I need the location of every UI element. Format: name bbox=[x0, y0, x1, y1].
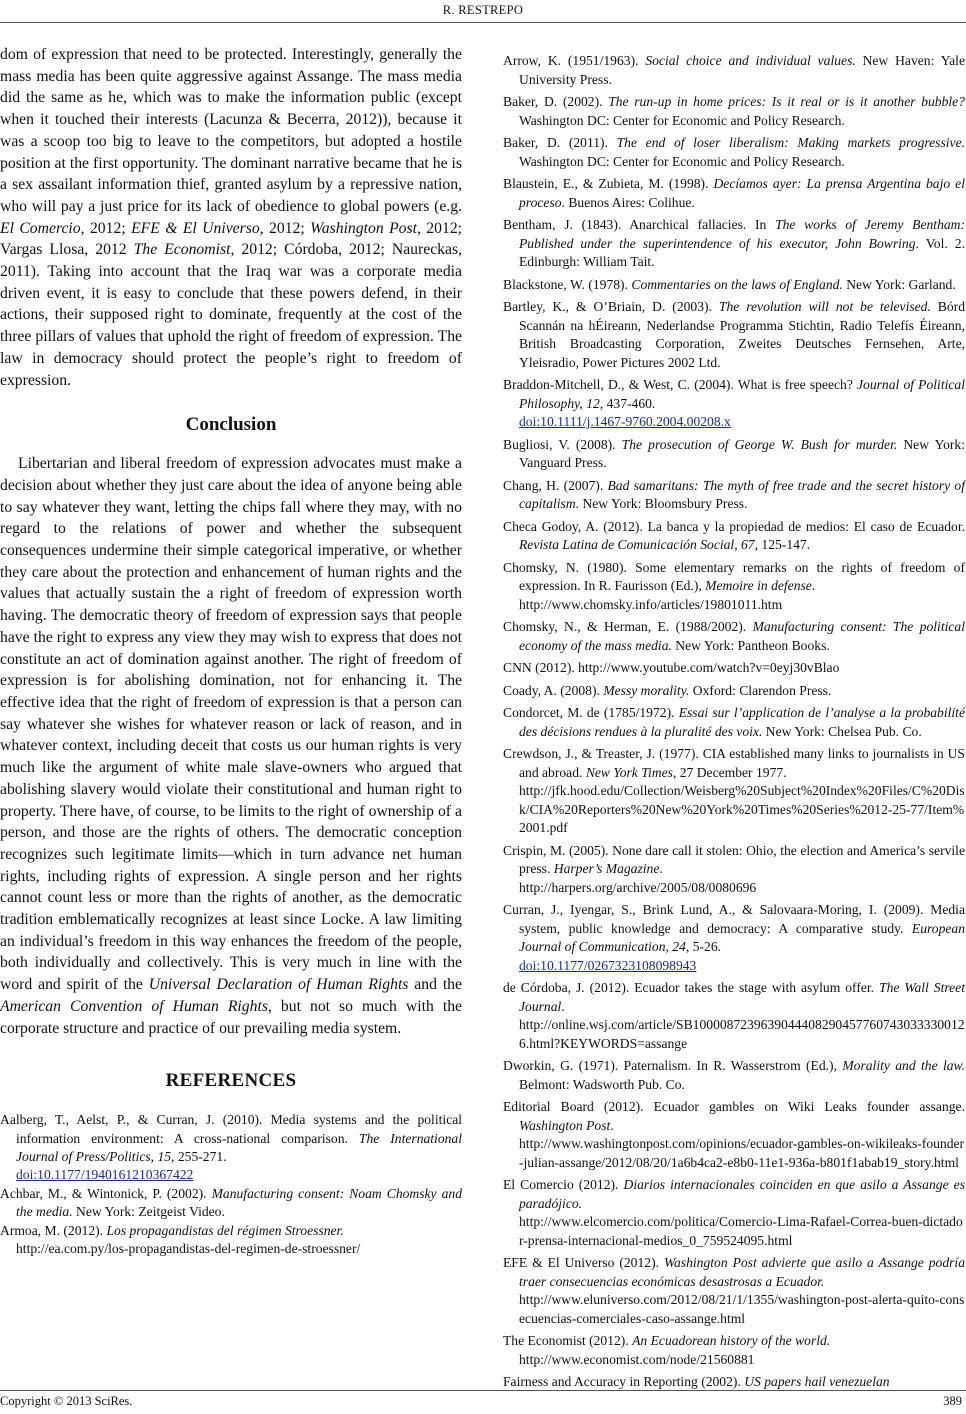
text-run: , 2012; Vargas Llosa, 2012 bbox=[0, 219, 463, 259]
reference-title: Washington Post bbox=[519, 1117, 611, 1133]
reference-text: Oxford: Clarendon Press. bbox=[689, 682, 832, 698]
reference-text: El Comercio (2012). bbox=[503, 1177, 624, 1192]
reference-text: , 27 December 1977. bbox=[672, 764, 787, 780]
reference-url[interactable]: http://www.eluniverso.com/2012/08/21/1/1355/washington-post-alerta-quito-consecuencias-comerciales-caso-assange.html bbox=[519, 1292, 965, 1326]
title-italic: Universal Declaration of Human Rights bbox=[148, 976, 409, 994]
doi-link[interactable]: doi:10.1177/1940161210367422 bbox=[16, 1167, 194, 1183]
reference-text: . Vol. 2. Edinburgh: William Tait. bbox=[519, 235, 965, 269]
reference-title: Manufacturing consent: The political economy of the mass media. bbox=[519, 619, 965, 653]
reference-text: Fairness and Accuracy in Reporting (2002). bbox=[503, 1374, 745, 1389]
reference-text: New York: Vanguard Press. bbox=[519, 436, 965, 470]
reference-title: European Journal of Communication, 24, bbox=[519, 920, 965, 954]
text-run: , 2012; bbox=[80, 219, 132, 237]
reference-text: Crispin, M. (2005). None dare call it stolen: Ohio, the election and America’s servile press. bbox=[503, 842, 965, 876]
reference-text: Blaustein, E., & Zubieta, M. (1998). bbox=[503, 176, 714, 191]
reference-text: Chomsky, N., & Herman, E. (1988/2002). bbox=[503, 619, 753, 634]
reference-text: CNN (2012). http://www.youtube.com/watch?v=0eyj30vBlao bbox=[503, 660, 840, 675]
reference-text: de Córdoba, J. (2012). Ecuador takes the stage with asylum offer. bbox=[503, 980, 880, 995]
reference-list-right bbox=[503, 52, 965, 1396]
header-rule bbox=[0, 22, 966, 23]
reference-entry bbox=[503, 93, 965, 130]
reference-text: Chomsky, N. (1980). Some elementary remarks on the rights of freedom of expression. In R. Faurisson (Ed.), bbox=[503, 559, 965, 593]
reference-text: New York: Pantheon Books. bbox=[671, 637, 830, 653]
reference-url[interactable]: http://www.economist.com/node/21560881 bbox=[519, 1351, 755, 1367]
reference-title: The run-up in home prices: Is it real or is it another bubble? bbox=[608, 94, 965, 109]
reference-title: Los propagandistas del régimen Stroessner. bbox=[106, 1222, 344, 1238]
left-column bbox=[0, 44, 462, 1258]
reference-entry bbox=[503, 1176, 965, 1250]
reference-title: Bad samaritans: The myth of free trade and the secret history of capitalism bbox=[519, 477, 965, 511]
reference-text: Bugliosi, V. (2008). bbox=[503, 436, 622, 452]
reference-text: Crewdson, J., & Treaster, J. (1977). CIA established many links to journalists in US and abroad. bbox=[503, 746, 965, 780]
reference-text: Chang, H. (2007). bbox=[503, 477, 608, 493]
reference-entry bbox=[503, 518, 965, 555]
reference-title: Decíamos ayer: La prensa Argentina bajo el proceso bbox=[519, 176, 965, 210]
reference-text: Bórd Scannán na hÉireann, Nederlandse Programma Stichtin, Radio Telefís Éireann, British Broadcasting Corporation, Zweites Deutsches Fernsehen, Arte, Yleisradio, Power Pictures 2002 Ltd. bbox=[519, 299, 965, 370]
reference-text: 255-271. bbox=[174, 1149, 227, 1165]
page-number: 389 bbox=[943, 1394, 962, 1408]
reference-entry bbox=[503, 979, 965, 1053]
reference-text: Baker, D. (2002). bbox=[503, 94, 609, 109]
reference-text: . bbox=[659, 861, 663, 876]
reference-entry bbox=[503, 704, 965, 741]
reference-text: Washington DC: Center for Economic and Policy Research. bbox=[519, 112, 845, 128]
reference-text: New York: Chelsea Pub. Co. bbox=[762, 723, 922, 739]
reference-url[interactable]: http://harpers.org/archive/2005/08/0080696 bbox=[519, 879, 757, 895]
reference-text: The Economist (2012). bbox=[503, 1333, 633, 1348]
reference-text: EFE & El Universo (2012). bbox=[503, 1255, 664, 1270]
reference-text: Belmont: Wadsworth Pub. Co. bbox=[519, 1076, 685, 1092]
reference-text: Bartley, K., & O’Briain, D. (2003). bbox=[503, 299, 719, 314]
reference-entry bbox=[503, 842, 965, 898]
reference-title: An Ecuadorean history of the world. bbox=[632, 1333, 831, 1348]
reference-entry bbox=[503, 1098, 965, 1172]
title-italic: American Convention of Human Rights bbox=[0, 997, 268, 1015]
reference-entry bbox=[503, 682, 965, 701]
reference-text: 125-147. bbox=[758, 537, 811, 552]
reference-entry bbox=[0, 1222, 462, 1259]
text-run: dom of expression that need to be protected. Interestingly, generally the mass media has been quite aggressive against Assange. The mass media did the same as he, which was to make the information public (except when it touched their interests (Lacunza & Becerra, 2012)), because it was a scoop too big to leave to the competitors, but adopted a hostile position at the first opportunity. The dominant narrative became that he is a sex assailant information thief, granted asylum by a repressive nation, who will pay a just price for its lack of obedience to global powers (e.g. bbox=[0, 46, 462, 215]
reference-title: Manufacturing consent: Noam Chomsky and the media. bbox=[16, 1185, 463, 1220]
conclusion-heading: Conclusion bbox=[185, 414, 277, 436]
reference-text: 437-460. bbox=[603, 395, 656, 411]
citation-italic: El Comercio bbox=[0, 219, 81, 237]
reference-entry bbox=[503, 1332, 965, 1369]
reference-entry bbox=[503, 618, 965, 655]
reference-title: Commentaries on the laws of England. bbox=[631, 276, 843, 292]
reference-entry bbox=[503, 659, 965, 678]
reference-text: Arrow, K. (1951/1963). bbox=[503, 53, 646, 68]
reference-title: Diarios internacionales coinciden en que asilo a Assange es paradójico. bbox=[519, 1177, 965, 1211]
reference-url[interactable]: http://www.elcomercio.com/politica/Comercio-Lima-Rafael-Correa-buen-dictador-prensa-internacional-medios_0_759524095.html bbox=[519, 1214, 963, 1248]
reference-title: The International Journal of Press/Politics, 15, bbox=[16, 1130, 463, 1165]
reference-text: Armoa, M. (2012). bbox=[0, 1222, 107, 1238]
reference-entry bbox=[503, 216, 965, 272]
reference-text: 5-26. bbox=[689, 939, 722, 954]
reference-entry bbox=[503, 376, 965, 432]
reference-url[interactable]: http://online.wsj.com/article/SB10000872396390444082904577607430333300126.html?KEYWORDS=assange bbox=[519, 1017, 965, 1051]
copyright-notice: Copyright © 2013 SciRes. bbox=[0, 1394, 133, 1408]
reference-title: US papers hail venezuelan bbox=[744, 1374, 890, 1389]
reference-text: Braddon-Mitchell, D., & West, C. (2004). What is free speech? bbox=[503, 377, 858, 392]
reference-title: The end of loser liberalism: Making markets progressive. bbox=[616, 135, 966, 150]
reference-text: Curran, J., Iyengar, S., Brink Lund, A., & Salovaara-Moring, I. (2009). Media system, public knowledge and democracy: A comparative study. bbox=[503, 902, 965, 936]
text-run: , 2012; Córdoba, 2012; Naureckas, 2011). Taking into account that the Iraq war was a corporate media driven event, it is easy to conclude that these powers defend, in their actions, their supposed right to dominate, frequently at the cost of the three pillars of values that uphold the right of freedom of expression. The law in democracy should protect the people’s right to freedom of expression. bbox=[0, 241, 462, 389]
reference-entry bbox=[503, 1373, 965, 1392]
reference-entry bbox=[503, 901, 965, 975]
reference-text: Checa Godoy, A. (2012). La banca y la propiedad de medios: El caso de Ecuador. bbox=[503, 518, 965, 534]
reference-text: New York: Garland. bbox=[842, 276, 956, 292]
text-run: and the bbox=[408, 976, 462, 994]
running-header: R. RESTREPO bbox=[442, 3, 524, 17]
reference-title: Washington Post advierte que asilo a Assange podría traer consecuencias económicas desastrosas a Ecuador. bbox=[519, 1255, 966, 1289]
intro-paragraph bbox=[0, 44, 462, 391]
reference-text: . New York: Bloomsbury Press. bbox=[575, 496, 748, 511]
text-run: , 2012; bbox=[259, 219, 311, 237]
reference-entry bbox=[503, 745, 965, 838]
reference-entry bbox=[503, 1057, 965, 1094]
reference-title: Social choice and individual values. bbox=[645, 53, 856, 68]
reference-title: New York Times bbox=[585, 764, 673, 780]
reference-text: . bbox=[561, 998, 565, 1014]
reference-text: Bentham, J. (1843). Anarchical fallacies. In bbox=[503, 217, 776, 232]
reference-entry bbox=[503, 559, 965, 615]
doi-link[interactable]: doi:10.1177/0267323108098943 bbox=[519, 957, 697, 973]
reference-entry bbox=[503, 175, 965, 212]
reference-text: Blackstone, W. (1978). bbox=[503, 276, 632, 292]
reference-text: . bbox=[811, 578, 816, 593]
reference-entry bbox=[0, 1185, 462, 1222]
reference-url[interactable]: http://www.chomsky.info/articles/19801011.htm bbox=[519, 596, 783, 612]
references-heading: REFERENCES bbox=[165, 1070, 297, 1092]
reference-title: Revista Latina de Comunicación Social, 67, bbox=[519, 537, 758, 552]
reference-text: Aalberg, T., Aelst, P., & Curran, J. (2010). Media systems and the political information environment: A cross-national comparison. bbox=[0, 1112, 462, 1146]
text-run: Libertarian and liberal freedom of expression advocates must make a decision about whether they just care about the idea of anyone being able to say whatever they want, letting the chips fall where they may, with no regard to the relations of power and whether the subsequent consequences undermine their simple categorical imperative, or whether they care about the protection and enhancement of human rights and the values that actually sustain the a right of freedom of expression worth having. The democratic theory of freedom of expression says that people have the right to express any view they may wish to express that does not constitute an act of domination against another. The right of freedom of expression is for abolishing domination, not for enhancing it. The effective idea that the right of freedom of expression is that a person can say whatever she wishes for whatever reason or lack of reason, and in whatever context, including deceit that costs us our human rights is very much like the argument of white male slave-owners who argued that abolishing slavery would violate their constitutional and human right to property. There have, of course, to be limits to the right of ownership of a person, and those are the rights of others. The democratic conception recognizes such legitimate limits—which in turn advance net human rights, including rights of expression. A single person and her rights cannot count less or more than the rights of another, as the democratic tradition emblematically recognizes at least since Locke. A law limiting an individual’s freedom in this way enhances the freedom of the people, both individually and collectively. This is very much in line with the word and spirit of the bbox=[0, 455, 462, 994]
reference-text: . bbox=[610, 1117, 614, 1133]
reference-title: The revolution will not be televised. bbox=[718, 299, 931, 314]
citation-italic: Washington Post bbox=[310, 219, 417, 237]
reference-title: Essai sur l’application de l’analyse a la probabilité des décisions rendues à la pluralité des voix. bbox=[519, 705, 965, 739]
reference-entry bbox=[503, 52, 965, 89]
citation-italic: EFE & El Universo bbox=[131, 219, 260, 237]
footer-rule bbox=[0, 1390, 966, 1391]
reference-text: . Buenos Aires: Colihue. bbox=[561, 194, 695, 210]
reference-text: Condorcet, M. de (1785/1972). bbox=[503, 705, 679, 720]
reference-title: Memoire in defense bbox=[705, 578, 812, 593]
reference-text: Dworkin, G. (1971). Paternalism. In R. Wasserstrom (Ed.), bbox=[503, 1058, 843, 1073]
reference-text: New York: Zeitgeist Video. bbox=[72, 1204, 225, 1220]
conclusion-paragraph bbox=[0, 453, 462, 1039]
reference-text: Washington DC: Center for Economic and Policy Research. bbox=[519, 153, 845, 169]
reference-url[interactable]: http://ea.com.py/los-propagandistas-del-regimen-de-stroessner/ bbox=[16, 1241, 361, 1257]
reference-entry bbox=[503, 436, 965, 473]
reference-entry bbox=[503, 134, 965, 171]
reference-title: The Wall Street Journal bbox=[519, 980, 965, 1014]
reference-title: Morality and the law. bbox=[842, 1058, 965, 1073]
text-run: , but not so much with the corporate structure and practice of our prevailing media system. bbox=[0, 997, 463, 1037]
reference-title: The works of Jeremy Bentham: Published under the superintendence of his executor, John Bowring bbox=[519, 217, 966, 251]
reference-text: Baker, D. (2011). bbox=[503, 135, 617, 150]
reference-title: The prosecution of George W. Bush for murder. bbox=[621, 436, 898, 452]
reference-title: Messy morality. bbox=[603, 682, 690, 698]
reference-entry bbox=[503, 276, 965, 295]
reference-entry bbox=[503, 1254, 965, 1328]
reference-url[interactable]: http://www.washingtonpost.com/opinions/ecuador-gambles-on-wikileaks-founder-julian-assange/2012/08/20/1a6b4ca2-e8b0-11e1-936a-b801f1abab19_story.html bbox=[519, 1136, 965, 1170]
reference-text: Coady, A. (2008). bbox=[503, 682, 604, 698]
reference-title: Harper’s Magazine bbox=[553, 861, 660, 876]
reference-url[interactable]: http://jfk.hood.edu/Collection/Weisberg%20Subject%20Index%20Files/C%20Disk/CIA%20Reporters%20New%20York%20Times%20Series%2012-25-77/Item%2001.pdf bbox=[519, 783, 965, 835]
doi-link[interactable]: doi:10.1111/j.1467-9760.2004.00208.x bbox=[519, 414, 731, 429]
reference-text: New Haven: Yale University Press. bbox=[519, 53, 965, 87]
reference-title: Journal of Political Philosophy, 12, bbox=[519, 377, 965, 411]
reference-entry bbox=[503, 477, 965, 514]
reference-entry bbox=[503, 298, 965, 372]
reference-list-left bbox=[0, 1111, 462, 1258]
reference-entry bbox=[0, 1111, 462, 1185]
citation-italic: The Economist bbox=[133, 241, 231, 259]
reference-text: Editorial Board (2012). Ecuador gambles on Wiki Leaks founder assange. bbox=[503, 1099, 965, 1114]
reference-text: Achbar, M., & Wintonick, P. (2002). bbox=[0, 1185, 212, 1201]
